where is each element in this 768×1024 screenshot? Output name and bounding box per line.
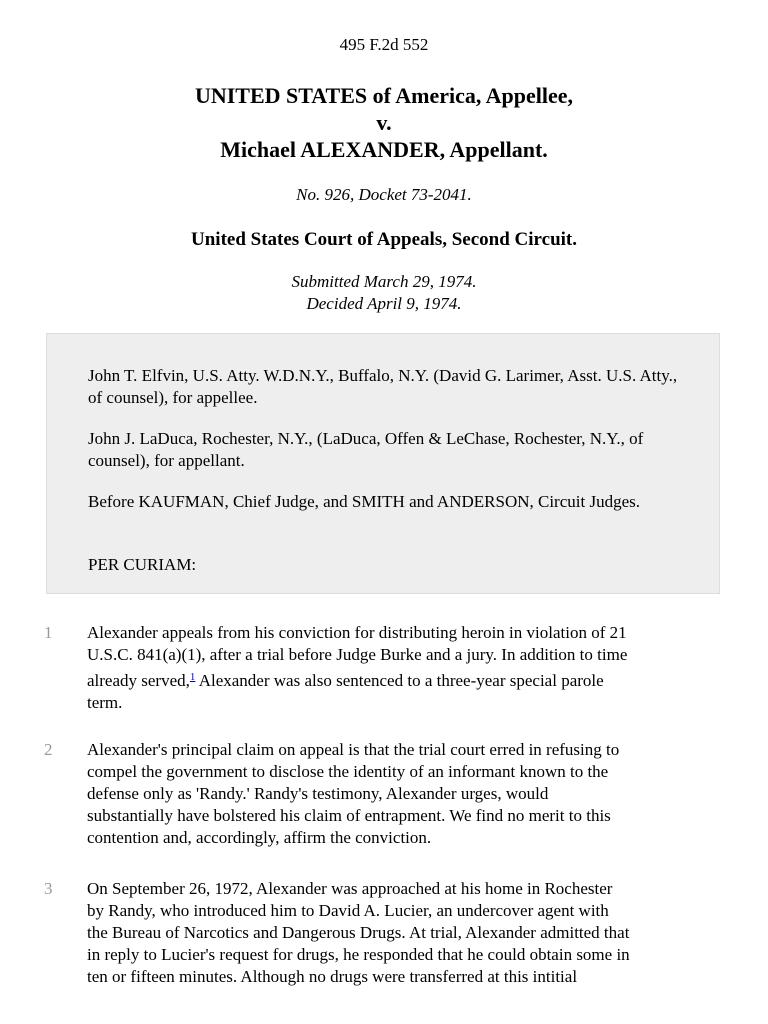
text-line: Alexander's principal claim on appeal is that the trial court erred in refusing to	[87, 740, 620, 759]
text-line: U.S.C. 841(a)(1), after a trial before Judge Burke and a jury. In addition to time	[87, 645, 628, 664]
submitted-date: Submitted March 29, 1974.	[291, 272, 477, 291]
text-line: the Bureau of Narcotics and Dangerous Drugs. At trial, Alexander admitted that	[87, 923, 630, 942]
case-dates	[0, 271, 768, 315]
paragraph-text	[87, 878, 727, 988]
text-line: compel the government to disclose the identity of an informant known to the	[87, 762, 609, 781]
caption-appellee: UNITED STATES of America, Appellee,	[194, 83, 574, 108]
counsel-appellant: John J. LaDuca, Rochester, N.Y., (LaDuca, Offen & LeChase, Rochester, N.Y., of counsel), for appellant.	[88, 429, 644, 470]
counsel-box	[46, 333, 720, 594]
case-caption	[0, 82, 768, 163]
case-citation: 495 F.2d 552	[339, 35, 429, 54]
text-segment: Alexander was also sentenced to a three-year special parole	[195, 671, 604, 690]
caption-versus: v.	[376, 110, 392, 135]
counsel-appellee: John T. Elfvin, U.S. Atty. W.D.N.Y., Buffalo, N.Y. (David G. Larimer, Asst. U.S. Atty., of counsel), for appellee.	[88, 366, 678, 407]
text-line: Alexander appeals from his conviction for distributing heroin in violation of 21	[87, 623, 627, 642]
text-line: substantially have bolstered his claim of entrapment. We find no merit to this	[87, 806, 611, 825]
docket-number: No. 926, Docket 73-2041.	[296, 185, 472, 204]
text-segment: already served,	[87, 671, 190, 690]
caption-appellant: Michael ALEXANDER, Appellant.	[220, 137, 548, 162]
text-line: On September 26, 1972, Alexander was approached at his home in Rochester	[87, 879, 613, 898]
per-curiam-label: PER CURIAM:	[88, 555, 197, 574]
paragraph-text	[87, 739, 727, 849]
text-line: in reply to Lucier's request for drugs, he responded that he could obtain some in	[87, 945, 630, 964]
text-line: contention and, accordingly, affirm the conviction.	[87, 828, 432, 847]
text-line: defense only as 'Randy.' Randy's testimony, Alexander urges, would	[87, 784, 549, 803]
text-line: term.	[87, 693, 123, 712]
judges-panel: Before KAUFMAN, Chief Judge, and SMITH and ANDERSON, Circuit Judges.	[88, 492, 640, 511]
decided-date: Decided April 9, 1974.	[306, 294, 462, 313]
paragraph-number: 2	[44, 740, 53, 759]
paragraph-text	[87, 622, 727, 714]
text-line: ten or fifteen minutes. Although no drugs were transferred at this intitial	[87, 967, 578, 986]
footnote-link-1[interactable]: 1	[189, 671, 196, 683]
paragraph-number: 3	[44, 879, 53, 898]
court-name: United States Court of Appeals, Second Circuit.	[191, 229, 577, 250]
paragraph-number: 1	[44, 623, 53, 642]
text-line: by Randy, who introduced him to David A. Lucier, an undercover agent with	[87, 901, 609, 920]
text-line	[87, 666, 727, 692]
